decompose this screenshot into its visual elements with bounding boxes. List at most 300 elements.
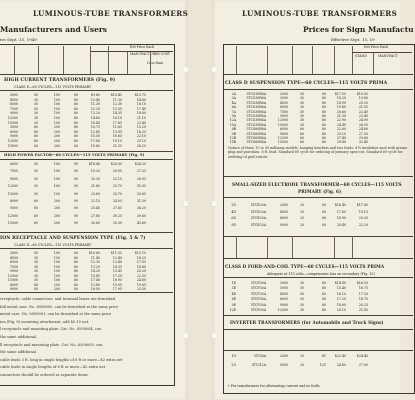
table-cell: 60 [73, 264, 78, 269]
table-row [224, 203, 368, 207]
table-cell: 16.10 [136, 102, 146, 107]
table-cell: 60 [33, 213, 38, 218]
table-cell: 200 [53, 206, 60, 211]
table-cell: 20.55 [358, 216, 368, 220]
table-cell: 24.60 [358, 127, 368, 132]
header-rule [223, 74, 413, 75]
table-cell: 25.10 [336, 131, 346, 136]
table-cell: 100 [53, 176, 60, 181]
table-row [0, 269, 146, 273]
table-cell: 11.30 [90, 102, 100, 107]
table-row [224, 101, 368, 105]
column-rule [90, 46, 91, 74]
table-cell: 60 [73, 134, 78, 139]
table-cell: 5TCS60R6A [246, 127, 266, 132]
table-cell: 100 [53, 191, 60, 196]
table-cell: 21.55 [112, 143, 122, 148]
table-cell: 6000 [9, 129, 18, 134]
table-cell: 6B [231, 127, 236, 132]
table-cell: $16.40 [334, 203, 346, 207]
section-title: HIGH CURRENT TRANSFORMERS (Fig. 9) [4, 78, 116, 83]
table-cell: 5TCF30A [250, 302, 266, 307]
table-cell: 6A [231, 105, 236, 110]
table-cell: 100 [53, 255, 60, 260]
table-cell: 20.25 [358, 302, 368, 307]
table-cell: 60 [73, 102, 78, 107]
table-cell: 60 [73, 278, 78, 282]
table-cell: 5TCS30R6A [246, 118, 266, 123]
table-cell: 90 [73, 206, 78, 211]
table-cell: 4000 [9, 255, 18, 260]
table-cell: 14.35 [112, 111, 122, 116]
table-cell: 4000 [279, 209, 288, 214]
table-cell: 3000 [279, 96, 288, 101]
table-cell: 27.65 [112, 206, 122, 211]
table-cell: 15.00 [112, 282, 122, 287]
table-cell: 30 [299, 118, 304, 123]
column-rule [334, 236, 335, 258]
table-cell: 5TCE20A [250, 216, 266, 220]
table-cell: $15.10 [134, 251, 146, 255]
table-row [224, 140, 368, 144]
table-cell: 12E [229, 308, 236, 312]
table-row [0, 184, 146, 188]
table-cell: 16.10 [112, 116, 122, 120]
table-cell: 30 [33, 255, 38, 260]
table-cell: 60 [73, 125, 78, 130]
section-note: Nature of these 15 to 30 milliamp models, hanging brackets and two leads. 8 ft insulation mod with grease plug and porcelain. 8 ft. lead. Standard 60 cycle for ordering of primary open-cut. Standard 60-cycle for ordering of grid entries. [228, 146, 408, 159]
table-row [0, 98, 146, 102]
table-cell: 27.00 [358, 362, 368, 367]
table-cell: 60 [299, 136, 304, 140]
table-cell: 15000 [7, 120, 18, 125]
table-cell: 20.55 [358, 100, 368, 105]
table-cell: 11.65 [112, 125, 122, 130]
table-cell: 5TCS30R6A [246, 92, 266, 96]
note-line: receptacle, cable connectors, and terminal boxes are furnished [0, 297, 116, 301]
table-cell: 31.50 [136, 199, 146, 203]
table-cell: 14.80 [90, 116, 100, 120]
table-cell: 19.15 [358, 209, 368, 214]
header-rule [352, 52, 412, 53]
table-cell: 60 [321, 96, 326, 101]
table-cell: 12000 [7, 116, 18, 120]
table-cell: 200 [53, 143, 60, 148]
table-cell: $11.55 [110, 251, 122, 255]
table-cell: 60 [73, 282, 78, 287]
table-cell: 60 [321, 118, 326, 123]
table-cell: 27.40 [336, 136, 346, 140]
table-cell: 20.10 [336, 308, 346, 312]
section-title: INVERTER TRANSFORMERS (for Automobile and Truck Signs) [230, 320, 384, 325]
table-cell: 12.80 [90, 129, 100, 134]
column-rule [312, 46, 313, 74]
table-cell: 3000 [279, 362, 288, 367]
table-cell: 3A [231, 96, 236, 101]
table-cell: 15.80 [90, 273, 100, 278]
column-rule [267, 236, 268, 258]
table-row [0, 169, 146, 173]
table-cell: 12000 [7, 184, 18, 189]
table-cell: 15000 [277, 140, 288, 145]
table-cell: 30 [299, 308, 304, 312]
table-cell: 200 [53, 125, 60, 130]
table-cell: 100 [53, 269, 60, 273]
table-cell: 17.60 [90, 139, 100, 143]
table-cell: 60 [321, 222, 326, 227]
section-rule [0, 232, 173, 233]
table-row [224, 105, 368, 109]
table-cell: 15000 [277, 122, 288, 127]
binder-hole [211, 200, 218, 207]
table-cell: 30 [299, 302, 304, 307]
table-cell: 2000 [279, 354, 288, 358]
table-cell: 5TCS60R6A [246, 136, 266, 140]
table-cell: 5TCF30A [250, 308, 266, 312]
table-cell: 3000 [9, 125, 18, 130]
column-rule [267, 46, 268, 74]
table-cell: 6000 [279, 297, 288, 302]
table-row [224, 363, 368, 367]
table-cell: 90 [73, 191, 78, 196]
table-row [224, 127, 368, 131]
table-row [0, 139, 146, 143]
table-cell: 30 [33, 97, 38, 102]
table-cell: 60 [73, 251, 78, 255]
table-cell: 16.75 [358, 286, 368, 291]
table-cell: 20.25 [136, 269, 146, 273]
table-cell: 15000 [7, 191, 18, 196]
table-cell: 60 [321, 114, 326, 118]
table-cell: 4D [231, 209, 236, 214]
table-cell: 25.40 [90, 206, 100, 211]
table-cell: 90 [73, 221, 78, 226]
table-cell: 25.10 [136, 139, 146, 143]
table-cell: 60 [33, 143, 38, 148]
table-cell: 13.20 [90, 264, 100, 269]
table-row [224, 96, 368, 100]
book-gutter [188, 0, 212, 400]
table-cell: 100 [53, 273, 60, 278]
table-cell: 17.20 [336, 297, 346, 302]
table-cell: 12B [229, 136, 236, 140]
table-cell: 9B [231, 131, 236, 136]
table-cell: 12.30 [90, 260, 100, 264]
table-cell: 6000 [9, 102, 18, 107]
table-cell: 3E [231, 286, 236, 291]
table-cell: 10.40 [90, 97, 100, 102]
note-line: ion (Fig. 8) mounting attachment, add $0.10 net. [0, 319, 90, 324]
table-cell: 22.55 [136, 273, 146, 278]
table-cell: 5TCS60R6A [246, 140, 266, 145]
table-cell: 5TCS30R6A [246, 96, 266, 101]
table-cell: 2000 [279, 281, 288, 285]
table-cell: 16.10 [336, 291, 346, 296]
page-title: Manufacturers and Users [0, 25, 108, 34]
table-cell: 100 [53, 169, 60, 174]
table-cell: 100 [53, 278, 60, 282]
table-cell: 30 [33, 264, 38, 269]
section-rule [0, 151, 173, 152]
section-rule [223, 277, 413, 278]
table-cell: $14.80 [334, 281, 346, 285]
table-cell: 7500 [9, 169, 18, 174]
column-rule [127, 52, 128, 74]
table-cell: 6E [231, 297, 236, 302]
table-cell: 12000 [277, 136, 288, 140]
col-head-net-price: Net Price Each [363, 45, 389, 49]
table-row [224, 281, 368, 285]
column-rule [352, 46, 353, 74]
table-row [0, 134, 146, 138]
table-cell: 60 [33, 134, 38, 139]
section-subtitle: PRIMARY (Fig. 6) [298, 189, 342, 194]
table-cell: 15000 [7, 221, 18, 226]
table-cell: 20 [299, 354, 304, 358]
table-cell: 5TCF30A [250, 286, 266, 291]
table-cell: 30 [299, 114, 304, 118]
table-cell: 13.95 [112, 129, 122, 134]
table-cell: 30.25 [112, 213, 122, 218]
section-title: HIGH POWER FACTOR—60 CYCLES—115 VOLTS PRIMARY (Fig. 9) [4, 153, 145, 157]
table-cell: 11.30 [112, 97, 122, 102]
table-cell: 2000 [279, 92, 288, 96]
table-cell: 22.20 [358, 222, 368, 227]
table-cell: 30 [33, 106, 38, 111]
table-cell: 4000 [9, 97, 18, 102]
effective-date: ive Sept. 15, 1949 [0, 37, 37, 42]
table-cell: 5TCS30R6A [246, 114, 266, 118]
table-cell: 5TCS60R6A [246, 131, 266, 136]
column-rule [236, 236, 237, 258]
table-cell: 30 [299, 109, 304, 114]
table-row [0, 283, 146, 287]
table-cell: 60 [321, 281, 326, 285]
table-cell: 16.50 [90, 287, 100, 291]
table-row [0, 177, 146, 181]
table-cell: 9D [231, 222, 236, 227]
table-cell: 100 [53, 97, 60, 102]
table-cell: 22.10 [90, 199, 100, 203]
table-cell: 60 [73, 93, 78, 97]
table-cell: 60 [73, 120, 78, 125]
table-cell: 13.30 [112, 106, 122, 111]
table-cell: 12000 [277, 118, 288, 123]
table-cell: 22.40 [358, 109, 368, 114]
table-cell: 7A [231, 109, 236, 114]
column-rule [373, 52, 374, 74]
table-row [224, 308, 368, 312]
section-rule [0, 248, 173, 249]
table-cell: 60 [73, 143, 78, 148]
table-cell: 17.40 [136, 106, 146, 111]
table-cell: 17.55 [136, 260, 146, 264]
table-cell: 14.35 [112, 264, 122, 269]
table-cell: 15.50 [90, 134, 100, 139]
table-cell: 36.20 [136, 206, 146, 211]
table-cell: 60 [73, 97, 78, 102]
note-line: connectors should be ordered as separate items. [0, 373, 89, 377]
table-cell: 60 [321, 297, 326, 302]
left-page [0, 0, 188, 400]
table-cell: 9000 [9, 206, 18, 211]
table-cell: 22.90 [336, 118, 346, 123]
table-row [0, 125, 146, 129]
table-cell: 200 [53, 199, 60, 203]
table-cell: 30 [299, 100, 304, 105]
table-cell: 30 [33, 176, 38, 181]
table-cell: 30 [299, 291, 304, 296]
table-cell: 30 [33, 169, 38, 174]
table-cell: 30 [33, 278, 38, 282]
table-cell: 14.80 [136, 97, 146, 102]
table-cell: 60 [321, 203, 326, 207]
table-cell: 5TCI6A [253, 354, 266, 358]
table-cell: 15000 [7, 278, 18, 282]
section-rule [0, 90, 173, 91]
table-cell: 2000 [279, 203, 288, 207]
table-cell: 21.50 [336, 114, 346, 118]
table-cell: 12000 [7, 139, 18, 143]
column-rule [150, 52, 151, 74]
footnote: † For transformers for alternating current and so forth. [228, 384, 321, 388]
table-row [0, 214, 146, 218]
table-cell: 60 [321, 291, 326, 296]
table-cell: 1G [231, 354, 236, 358]
effective-date: Effective Sept. 15, 19 [331, 37, 375, 42]
table-cell: 20 [299, 203, 304, 207]
table-cell: 60 [299, 140, 304, 145]
table-cell: 39.60 [136, 213, 146, 218]
table-cell: 4000 [279, 100, 288, 105]
table-row [0, 162, 146, 166]
table-cell: 90 [73, 169, 78, 174]
table-cell: 9000 [279, 222, 288, 227]
table-cell: 30 [299, 105, 304, 110]
table-row [0, 274, 146, 278]
column-rule [236, 46, 237, 74]
table-cell: 60 [73, 255, 78, 260]
table-cell: 23.70 [112, 184, 122, 189]
table-cell: 200 [53, 287, 60, 291]
table-cell: 16.85 [112, 134, 122, 139]
table-cell: 3000 [9, 93, 18, 97]
table-cell: 18.95 [112, 278, 122, 282]
note-line: cable leads 3 ft. long in single lengths of 6 ft or more—$2 extra net [0, 357, 123, 362]
header-rule [0, 74, 173, 75]
table-cell: 30 [33, 260, 38, 264]
running-head: LUMINOUS-TUBE TRANSFORMERS [242, 9, 398, 18]
binder-hole [211, 332, 218, 339]
table-cell: 60 [321, 122, 326, 127]
column-rule [14, 46, 15, 74]
table-cell: 12.30 [112, 102, 122, 107]
table-cell: $22.40 [334, 354, 346, 358]
table-cell: 9A [231, 114, 236, 118]
table-cell: 60 [299, 127, 304, 132]
table-cell: 17.85 [112, 120, 122, 125]
table-cell: 27.80 [90, 213, 100, 218]
table-row [224, 210, 368, 214]
table-cell: 9000 [279, 114, 288, 118]
table-cell: 23.40 [136, 120, 146, 125]
table-cell: 9000 [279, 302, 288, 307]
table-cell: 33.30 [112, 221, 122, 226]
table-cell: 30 [33, 273, 38, 278]
table-cell: 30 [33, 269, 38, 273]
table-row [224, 136, 368, 140]
table-cell: 60 [33, 129, 38, 134]
table-cell: 26.55 [358, 122, 368, 127]
table-cell: 2A [231, 92, 236, 96]
table-cell: 15.45 [112, 269, 122, 273]
table-cell: 5TCS30R6A [246, 100, 266, 105]
table-cell: 13.40 [112, 260, 122, 264]
column-rule [292, 236, 293, 258]
table-cell: 27.30 [358, 131, 368, 136]
section-rule [223, 176, 413, 177]
table-cell: 100 [53, 93, 60, 97]
table-cell: 18.20 [336, 96, 346, 101]
table-cell: 100 [53, 251, 60, 255]
table-cell: 17.50 [358, 291, 368, 296]
table-row [0, 93, 146, 97]
table-cell: 5TCE20A [250, 203, 266, 207]
table-cell: 24.40 [336, 122, 346, 127]
table-cell: 60 [33, 125, 38, 130]
column-rule [352, 236, 353, 258]
table-cell: 60 [321, 216, 326, 220]
table-cell: 13.20 [90, 111, 100, 116]
table-cell: 17.40 [90, 278, 100, 282]
table-row [0, 116, 146, 120]
table-cell: $9.60 [90, 93, 100, 97]
table-cell: 9000 [9, 287, 18, 291]
section-title: CLASS D SUSPENSION TYPE—60 CYCLES—115 VOLTS PRIMA [225, 81, 388, 86]
table-cell: 30 [33, 116, 38, 120]
section-title: ION RECEPTACLE AND SUSPENSION TYPE (Fig. 5 & 7) [0, 236, 146, 241]
table-row [224, 286, 368, 290]
table-cell: 60 [321, 105, 326, 110]
table-cell: 6000 [279, 127, 288, 132]
table-cell: 22.10 [136, 134, 146, 139]
table-cell: 30 [33, 162, 38, 166]
column-rule [38, 46, 39, 74]
table-cell: 30 [299, 96, 304, 101]
section-title: CLASS D FORD-AND-COIL TYPE—60 CYCLES—115 VOLTS PRIMA [225, 264, 385, 269]
binder-hole [211, 66, 218, 73]
table-cell: 2D [231, 203, 236, 207]
table-cell: 100 [53, 106, 60, 111]
table-cell: 60 [73, 287, 78, 291]
table-cell: 60 [33, 282, 38, 287]
table-cell: 60 [33, 139, 38, 143]
table-cell: 22.10 [112, 176, 122, 181]
table-row [0, 199, 146, 203]
table-cell: 60 [73, 273, 78, 278]
page-title: Prices for Sign Manufactu [303, 25, 414, 34]
table-cell: 6V [321, 354, 326, 358]
table-row [0, 192, 146, 196]
table-row [224, 354, 368, 358]
table-cell: 23.50 [136, 287, 146, 291]
table-row [0, 107, 146, 111]
table-cell: $10.60 [88, 251, 100, 255]
table-cell: 4A [231, 100, 236, 105]
table-cell: 200 [53, 139, 60, 143]
table-cell: 200 [53, 221, 60, 226]
table-row [0, 265, 146, 269]
